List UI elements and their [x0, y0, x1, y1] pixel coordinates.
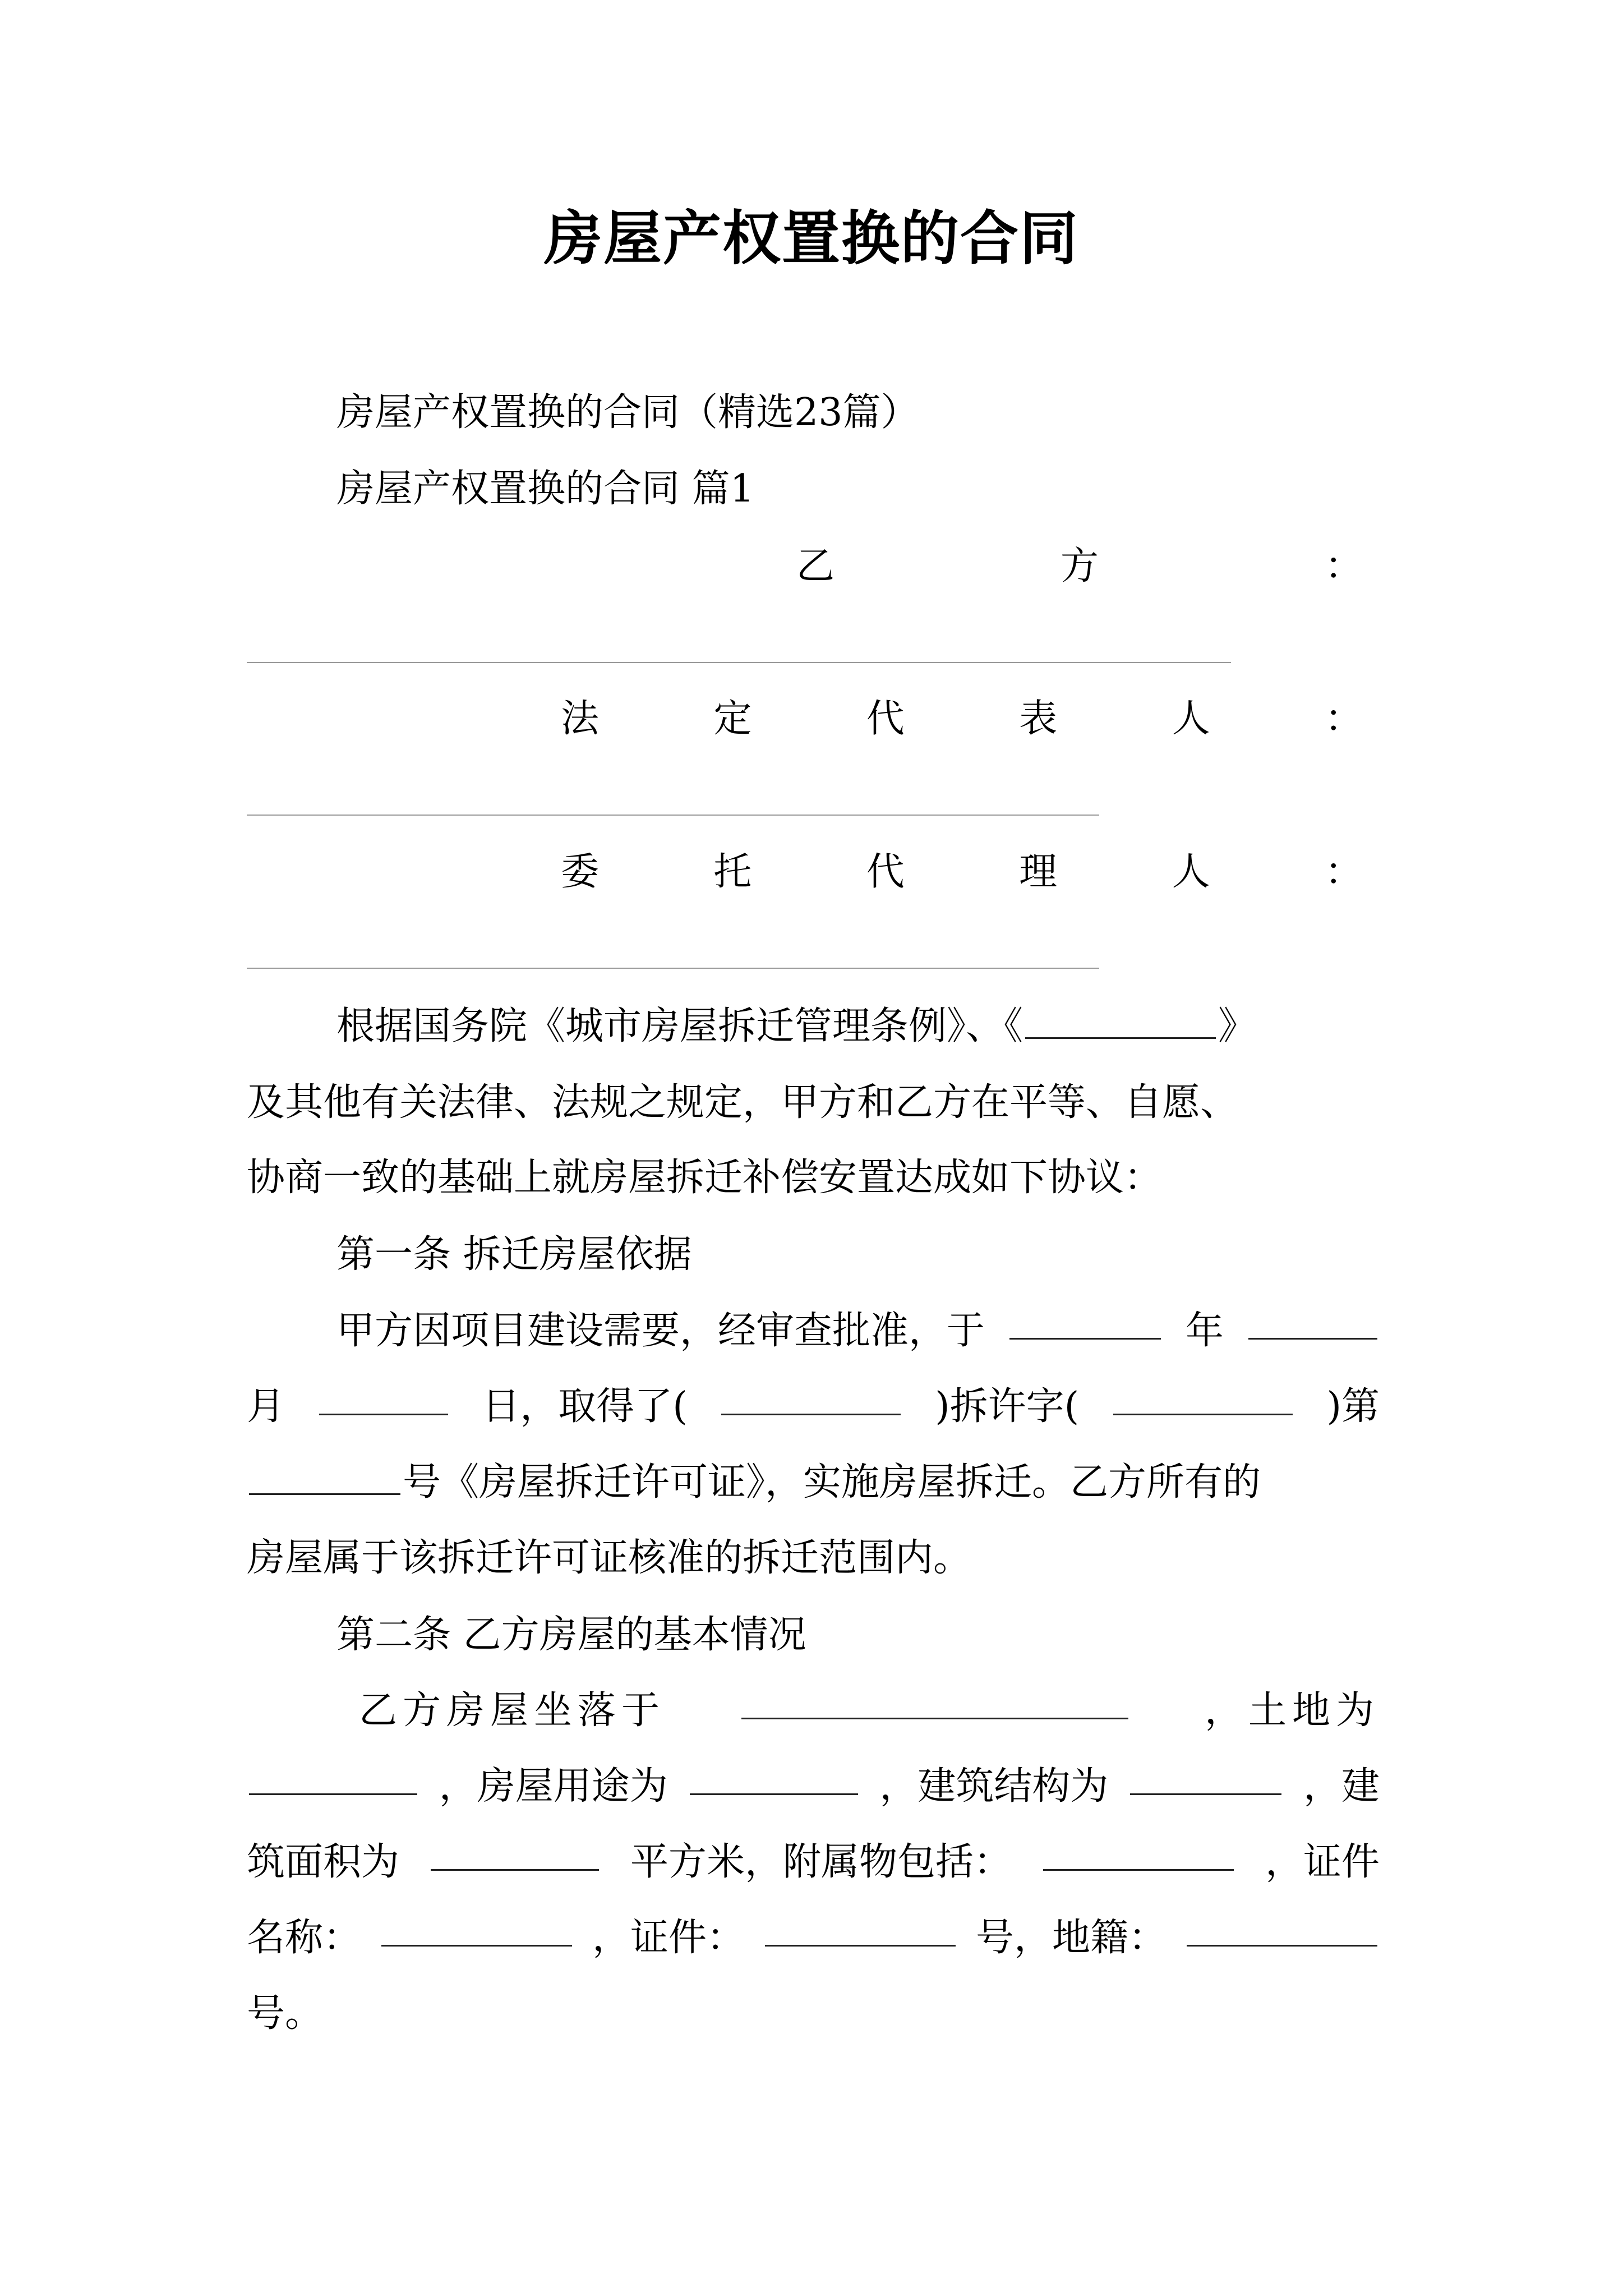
article-2-line-2	[247, 1759, 1380, 1815]
article-text: 号《房屋拆迁许可证》，实施房屋拆迁。乙方所有的	[403, 1460, 1261, 1504]
legal-rep-char: 表	[1019, 697, 1058, 741]
section-heading: 房屋产权置换的合同 篇1	[336, 467, 754, 511]
article-text: 筑面积为	[247, 1840, 400, 1884]
article-2-line-1	[359, 1683, 1380, 1739]
structure-blank	[1130, 1759, 1281, 1795]
fill-blank	[1113, 1379, 1293, 1415]
article-text: )第	[1326, 1384, 1380, 1429]
agent-fill-line	[247, 968, 1099, 969]
legal-rep-char: 人	[1172, 697, 1210, 741]
agent-colon: ：	[1324, 850, 1363, 894]
article-1-line-1	[336, 1303, 1380, 1359]
legal-rep-label	[561, 691, 1363, 747]
land-blank	[249, 1759, 417, 1795]
certificate-blank	[765, 1910, 956, 1947]
party-b-label	[796, 539, 1363, 595]
article-2-heading: 第二条 乙方房屋的基本情况	[336, 1613, 806, 1657]
agent-char: 代	[866, 850, 905, 894]
article-text: 日，取得了(	[482, 1384, 688, 1429]
article-1-line-3	[247, 1455, 1261, 1511]
agent-char: 托	[713, 850, 752, 894]
agent-label	[561, 844, 1363, 900]
attachments-blank	[1043, 1834, 1234, 1871]
article-text: 平方米，附属物包括：	[630, 1840, 1012, 1884]
party-b-fill-line	[247, 662, 1231, 663]
fill-blank	[721, 1379, 901, 1415]
day-blank	[319, 1379, 448, 1415]
article-2-line-4	[247, 1910, 1380, 1966]
agent-char: 人	[1172, 850, 1210, 894]
document-title: 房屋产权置换的合同	[543, 204, 1079, 273]
year-blank	[1009, 1303, 1161, 1340]
party-b-char: 乙	[796, 544, 835, 588]
legal-rep-fill-line	[247, 815, 1099, 816]
preamble-line-3: 协商一致的基础上就房屋拆迁补偿安置达成如下协议：	[247, 1156, 1163, 1200]
article-text: ，证件：	[592, 1916, 745, 1960]
legal-rep-colon: ：	[1324, 697, 1363, 741]
legal-rep-char: 法	[561, 697, 600, 741]
preamble-line-2: 及其他有关法律、法规之规定，甲方和乙方在平等、自愿、	[247, 1080, 1239, 1125]
article-text: 年	[1185, 1309, 1224, 1353]
usage-blank	[690, 1759, 858, 1795]
article-1-line-4: 房屋属于该拆迁许可证核准的拆迁范围内。	[247, 1536, 972, 1580]
article-2-line-3	[247, 1834, 1380, 1890]
article-text: ，证件	[1265, 1840, 1380, 1884]
certificate-name-blank	[381, 1910, 572, 1947]
preamble-line-1	[336, 999, 1256, 1055]
cadastral-blank	[1187, 1910, 1377, 1947]
preamble-text: 》	[1218, 1004, 1257, 1048]
article-1-line-2	[247, 1379, 1380, 1435]
article-text: ，建	[1303, 1764, 1380, 1809]
number-blank	[249, 1458, 400, 1495]
article-text: 名称：	[247, 1916, 362, 1960]
article-text: )拆许字(	[935, 1384, 1080, 1429]
article-text: 甲方因项目建设需要，经审查批准，于	[336, 1309, 985, 1353]
month-blank	[1248, 1303, 1377, 1340]
agent-char: 理	[1019, 850, 1058, 894]
party-b-colon: ：	[1324, 544, 1363, 588]
article-text: ，土地为	[1204, 1688, 1380, 1733]
legal-rep-char: 定	[713, 697, 752, 741]
document-subtitle: 房屋产权置换的合同（精选23篇）	[336, 390, 919, 435]
area-blank	[431, 1834, 599, 1871]
agent-char: 委	[561, 850, 600, 894]
article-2-line-5: 号。	[247, 1991, 324, 2036]
article-1-heading: 第一条 拆迁房屋依据	[336, 1232, 692, 1277]
article-text: 号，地籍：	[975, 1916, 1166, 1960]
legal-rep-char: 代	[866, 697, 905, 741]
article-text: 月	[247, 1384, 285, 1429]
party-b-char: 方	[1060, 544, 1099, 588]
fill-blank	[1025, 1002, 1216, 1039]
location-blank	[741, 1683, 1128, 1719]
article-text: 乙方房屋坐落于	[359, 1688, 666, 1733]
article-text: ，房屋用途为	[439, 1764, 668, 1809]
preamble-text: 根据国务院《城市房屋拆迁管理条例》、《	[336, 1004, 1023, 1048]
article-text: ，建筑结构为	[879, 1764, 1109, 1809]
